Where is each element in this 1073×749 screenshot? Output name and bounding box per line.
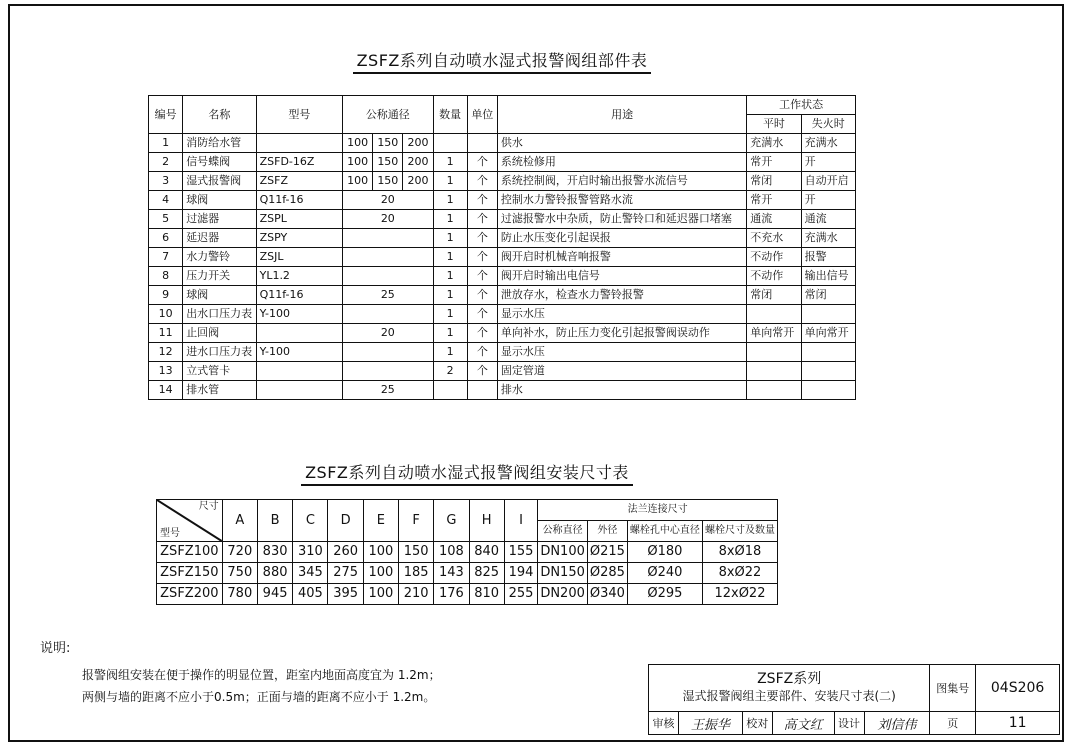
dim-col-B: B [257, 500, 292, 542]
row-unit: 个 [467, 324, 497, 343]
title-block [648, 664, 1060, 735]
row-model: ZSFZ100 [157, 542, 223, 563]
row-dn [343, 305, 433, 324]
parts-table [148, 95, 856, 400]
row-dn: 200 [403, 134, 433, 153]
row-dim-value: 880 [257, 563, 292, 584]
row-normal: 常开 [747, 153, 801, 172]
row-flange-value: 8xØ22 [702, 563, 777, 584]
row-no: 14 [149, 381, 183, 400]
row-dim-value: 255 [504, 584, 538, 605]
row-unit: 个 [467, 172, 497, 191]
dim-col-I: I [504, 500, 538, 542]
row-model: ZSFZ150 [157, 563, 223, 584]
row-dim-value: 310 [293, 542, 328, 563]
row-dim-value: 100 [363, 563, 398, 584]
row-dim-value: 150 [399, 542, 434, 563]
row-dn: 25 [343, 286, 433, 305]
row-model: Y-100 [256, 305, 342, 324]
table-row [149, 210, 856, 229]
row-fire: 开 [801, 153, 855, 172]
row-no: 1 [149, 134, 183, 153]
row-name: 球阀 [183, 191, 256, 210]
table-row [157, 542, 778, 563]
check-label: 校对 [742, 712, 772, 735]
row-use: 显示水压 [497, 343, 746, 362]
row-use: 阀开启时机械音响报警 [497, 248, 746, 267]
col-unit: 单位 [467, 96, 497, 134]
table-row [149, 343, 856, 362]
row-flange-value: DN200 [538, 584, 588, 605]
row-fire: 充满水 [801, 229, 855, 248]
review-label: 审核 [649, 712, 679, 735]
page-number: 11 [976, 712, 1060, 735]
row-normal: 常闭 [747, 286, 801, 305]
row-name: 压力开关 [183, 267, 256, 286]
title-block-main [649, 665, 930, 712]
row-name: 湿式报警阀 [183, 172, 256, 191]
col-fire: 失火时 [801, 115, 855, 134]
row-normal: 通流 [747, 210, 801, 229]
dims-table [156, 499, 778, 605]
row-normal [747, 362, 801, 381]
row-fire [801, 362, 855, 381]
row-use: 控制水力警铃报警管路水流 [497, 191, 746, 210]
page-label: 页 [930, 712, 976, 735]
row-dn [343, 362, 433, 381]
row-model [256, 381, 342, 400]
row-model: ZSFD-16Z [256, 153, 342, 172]
row-fire: 开 [801, 191, 855, 210]
row-qty: 1 [433, 324, 467, 343]
row-model: Q11f-16 [256, 286, 342, 305]
row-unit: 个 [467, 153, 497, 172]
row-dim-value: 100 [363, 584, 398, 605]
row-unit: 个 [467, 362, 497, 381]
row-no: 5 [149, 210, 183, 229]
dim-col-H: H [469, 500, 504, 542]
row-unit: 个 [467, 267, 497, 286]
title-subtitle: 湿式报警阀组主要部件、安装尺寸表(二) [682, 689, 896, 703]
col-name: 名称 [183, 96, 256, 134]
row-dim-value: 750 [222, 563, 257, 584]
row-fire: 报警 [801, 248, 855, 267]
row-no: 8 [149, 267, 183, 286]
notes-heading: 说明: [40, 641, 71, 656]
row-unit: 个 [467, 305, 497, 324]
row-dim-value: 345 [293, 563, 328, 584]
row-fire: 常闭 [801, 286, 855, 305]
row-qty: 1 [433, 248, 467, 267]
row-dn [343, 229, 433, 248]
dim-col-G: G [434, 500, 469, 542]
row-flange-value: Ø295 [627, 584, 702, 605]
row-qty: 1 [433, 343, 467, 362]
row-flange-value: DN100 [538, 542, 588, 563]
title-series: ZSFZ系列 [757, 671, 822, 687]
notes [40, 638, 441, 708]
dims-corner-cell [157, 500, 223, 542]
row-flange-value: Ø180 [627, 542, 702, 563]
row-model: ZSFZ [256, 172, 342, 191]
row-no: 3 [149, 172, 183, 191]
row-dim-value: 395 [328, 584, 363, 605]
row-dn: 100 [343, 153, 373, 172]
row-dn: 150 [373, 172, 403, 191]
row-fire: 自动开启 [801, 172, 855, 191]
row-qty: 1 [433, 305, 467, 324]
row-model: ZSPL [256, 210, 342, 229]
row-dn [343, 267, 433, 286]
row-flange-value: Ø340 [587, 584, 627, 605]
row-fire: 通流 [801, 210, 855, 229]
dims-table-title: ZSFZ系列自动喷水湿式报警阀组安装尺寸表 [156, 460, 778, 483]
row-dn: 150 [373, 153, 403, 172]
row-normal: 不充水 [747, 229, 801, 248]
row-normal: 常闭 [747, 172, 801, 191]
table-row [149, 248, 856, 267]
row-normal: 单向常开 [747, 324, 801, 343]
row-fire [801, 343, 855, 362]
row-name: 延迟器 [183, 229, 256, 248]
row-fire [801, 305, 855, 324]
row-dn [343, 343, 433, 362]
row-no: 12 [149, 343, 183, 362]
row-dim-value: 210 [399, 584, 434, 605]
row-normal [747, 305, 801, 324]
dim-col-E: E [363, 500, 398, 542]
row-normal: 充满水 [747, 134, 801, 153]
row-qty [433, 381, 467, 400]
row-qty: 1 [433, 191, 467, 210]
parts-table-body [149, 134, 856, 400]
corner-bottom-label: 型号 [160, 528, 180, 539]
row-dim-value: 194 [504, 563, 538, 584]
atlas-number: 04S206 [976, 665, 1060, 712]
row-qty: 1 [433, 286, 467, 305]
row-dn [343, 248, 433, 267]
flange-col-bolts: 螺栓尺寸及数量 [702, 521, 777, 542]
row-unit: 个 [467, 229, 497, 248]
row-unit [467, 381, 497, 400]
row-dim-value: 405 [293, 584, 328, 605]
row-name: 出水口压力表 [183, 305, 256, 324]
row-unit [467, 134, 497, 153]
row-no: 7 [149, 248, 183, 267]
row-use: 单向补水，防止压力变化引起报警阀误动作 [497, 324, 746, 343]
row-normal [747, 381, 801, 400]
row-dn: 100 [343, 134, 373, 153]
row-dn: 25 [343, 381, 433, 400]
row-no: 13 [149, 362, 183, 381]
table-row [149, 134, 856, 153]
table-row [149, 191, 856, 210]
row-model [256, 134, 342, 153]
check-signature: 高文红 [772, 712, 834, 735]
row-qty [433, 134, 467, 153]
row-unit: 个 [467, 248, 497, 267]
row-use: 固定管道 [497, 362, 746, 381]
row-dim-value: 260 [328, 542, 363, 563]
atlas-label: 图集号 [930, 665, 976, 712]
row-unit: 个 [467, 286, 497, 305]
notes-line-1: 报警阀组安装在便于操作的明显位置，距室内地面高度宜为 1.2m； [82, 668, 441, 682]
row-use: 排水 [497, 381, 746, 400]
row-name: 球阀 [183, 286, 256, 305]
row-dim-value: 810 [469, 584, 504, 605]
row-dn: 20 [343, 191, 433, 210]
row-flange-value: Ø285 [587, 563, 627, 584]
row-name: 信号蝶阀 [183, 153, 256, 172]
row-dn: 150 [373, 134, 403, 153]
col-qty: 数量 [433, 96, 467, 134]
row-use: 阀开启时输出电信号 [497, 267, 746, 286]
row-no: 11 [149, 324, 183, 343]
row-flange-value: Ø240 [627, 563, 702, 584]
row-no: 10 [149, 305, 183, 324]
row-no: 2 [149, 153, 183, 172]
row-dim-value: 780 [222, 584, 257, 605]
row-model [256, 362, 342, 381]
row-dim-value: 945 [257, 584, 292, 605]
row-normal: 不动作 [747, 267, 801, 286]
table-row [149, 286, 856, 305]
row-dim-value: 830 [257, 542, 292, 563]
row-qty: 1 [433, 172, 467, 191]
row-dim-value: 275 [328, 563, 363, 584]
row-model: ZSJL [256, 248, 342, 267]
row-dim-value: 720 [222, 542, 257, 563]
table-row [149, 172, 856, 191]
row-qty: 1 [433, 229, 467, 248]
row-name: 立式管卡 [183, 362, 256, 381]
row-name: 消防给水管 [183, 134, 256, 153]
table-row [149, 381, 856, 400]
table-row [149, 362, 856, 381]
row-dim-value: 825 [469, 563, 504, 584]
row-normal: 不动作 [747, 248, 801, 267]
row-use: 泄放存水，检查水力警铃报警 [497, 286, 746, 305]
dim-col-F: F [399, 500, 434, 542]
row-qty: 1 [433, 210, 467, 229]
row-no: 9 [149, 286, 183, 305]
row-normal [747, 343, 801, 362]
row-qty: 1 [433, 153, 467, 172]
row-model: Y-100 [256, 343, 342, 362]
review-signature: 王振华 [678, 712, 742, 735]
row-dim-value: 100 [363, 542, 398, 563]
design-signature: 刘信伟 [864, 712, 930, 735]
row-no: 6 [149, 229, 183, 248]
table-row [157, 584, 778, 605]
row-use: 过滤报警水中杂质，防止警铃口和延迟器口堵塞 [497, 210, 746, 229]
row-model: ZSFZ200 [157, 584, 223, 605]
row-name: 进水口压力表 [183, 343, 256, 362]
row-use: 防止水压变化引起误报 [497, 229, 746, 248]
row-flange-value: 8xØ18 [702, 542, 777, 563]
row-flange-value: Ø215 [587, 542, 627, 563]
notes-line-2: 两侧与墙的距离不应小于0.5m；正面与墙的距离不应小于 1.2m。 [82, 690, 436, 704]
table-row [149, 267, 856, 286]
table-row [149, 153, 856, 172]
row-dim-value: 143 [434, 563, 469, 584]
row-no: 4 [149, 191, 183, 210]
dim-col-D: D [328, 500, 363, 542]
row-name: 水力警铃 [183, 248, 256, 267]
row-use: 供水 [497, 134, 746, 153]
row-model: YL1.2 [256, 267, 342, 286]
row-dn: 200 [403, 153, 433, 172]
row-dn: 20 [343, 324, 433, 343]
dim-col-A: A [222, 500, 257, 542]
row-model: Q11f-16 [256, 191, 342, 210]
row-unit: 个 [467, 191, 497, 210]
row-unit: 个 [467, 343, 497, 362]
row-dim-value: 176 [434, 584, 469, 605]
row-dim-value: 108 [434, 542, 469, 563]
row-use: 显示水压 [497, 305, 746, 324]
col-dn: 公称通径 [343, 96, 433, 134]
col-state: 工作状态 [747, 96, 856, 115]
flange-col-od: 外径 [587, 521, 627, 542]
row-flange-value: DN150 [538, 563, 588, 584]
row-dim-value: 840 [469, 542, 504, 563]
row-dn: 200 [403, 172, 433, 191]
row-model [256, 324, 342, 343]
row-flange-value: 12xØ22 [702, 584, 777, 605]
row-model: ZSPY [256, 229, 342, 248]
dims-table-body [157, 542, 778, 605]
row-unit: 个 [467, 210, 497, 229]
table-row [157, 563, 778, 584]
col-normal: 平时 [747, 115, 801, 134]
row-dn: 100 [343, 172, 373, 191]
flange-col-dn: 公称直径 [538, 521, 588, 542]
col-model: 型号 [256, 96, 342, 134]
flange-col-pcd: 螺栓孔中心直径 [627, 521, 702, 542]
table-row [149, 305, 856, 324]
row-fire: 输出信号 [801, 267, 855, 286]
col-use: 用途 [497, 96, 746, 134]
col-no: 编号 [149, 96, 183, 134]
row-dn: 20 [343, 210, 433, 229]
table-row [149, 229, 856, 248]
row-dim-value: 155 [504, 542, 538, 563]
design-label: 设计 [834, 712, 864, 735]
flange-header: 法兰连接尺寸 [538, 500, 778, 521]
row-use: 系统控制阀，开启时输出报警水流信号 [497, 172, 746, 191]
row-name: 排水管 [183, 381, 256, 400]
row-use: 系统检修用 [497, 153, 746, 172]
parts-table-title: ZSFZ系列自动喷水湿式报警阀组部件表 [148, 48, 856, 71]
row-name: 过滤器 [183, 210, 256, 229]
row-fire: 充满水 [801, 134, 855, 153]
row-qty: 2 [433, 362, 467, 381]
row-dim-value: 185 [399, 563, 434, 584]
row-qty: 1 [433, 267, 467, 286]
corner-top-label: 尺寸 [198, 501, 219, 512]
row-fire: 单向常开 [801, 324, 855, 343]
row-fire [801, 381, 855, 400]
row-name: 止回阀 [183, 324, 256, 343]
dim-col-C: C [293, 500, 328, 542]
row-normal: 常开 [747, 191, 801, 210]
table-row [149, 324, 856, 343]
